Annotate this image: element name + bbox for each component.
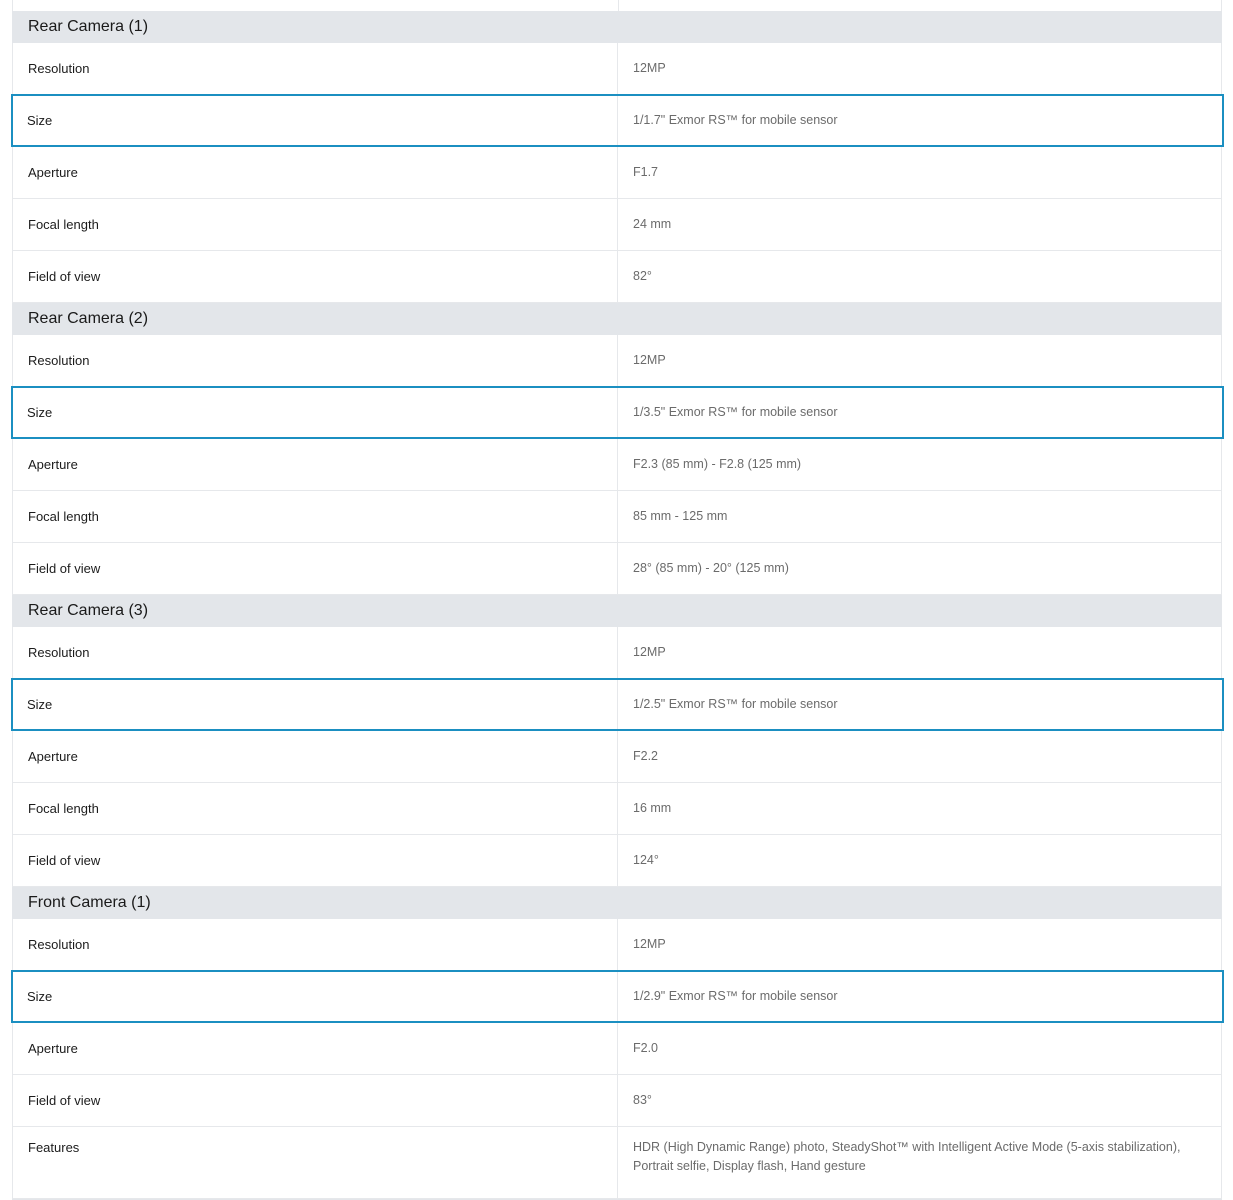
spec-label: Aperture [13, 1023, 618, 1074]
spec-label: Field of view [13, 835, 618, 886]
spec-row [12, 147, 1222, 199]
spec-row-highlighted [11, 94, 1224, 147]
spec-row [12, 251, 1222, 303]
spec-row [12, 627, 1222, 679]
spec-value: 12MP [633, 353, 666, 367]
spec-row-highlighted [11, 386, 1224, 439]
spec-row [12, 439, 1222, 491]
spec-label: Size [13, 96, 618, 145]
spec-value: F1.7 [633, 165, 659, 179]
spec-value: 1/3.5" Exmor RS™ for mobile sensor [633, 405, 838, 419]
spec-value: 12MP [633, 645, 666, 659]
spec-label: Focal length [13, 491, 618, 542]
spec-value: 85 mm - 125 mm [633, 509, 728, 523]
spec-value: F2.2 [633, 749, 659, 763]
spec-value: 82° [633, 269, 652, 283]
section-header: Front Camera (1) [12, 887, 1222, 919]
spec-label: Features [13, 1127, 618, 1198]
spec-label: Aperture [13, 731, 618, 782]
spec-label: Focal length [13, 783, 618, 834]
spec-row [12, 731, 1222, 783]
spec-value: HDR (High Dynamic Range) photo, SteadyShot™ with Intelligent Active Mode (5-axis stabilization), Portrait selfie, Display flash, Hand gesture [633, 1140, 1181, 1173]
camera-spec-table [12, 11, 1222, 1200]
spec-value: 28° (85 mm) - 20° (125 mm) [633, 561, 789, 575]
spec-label: Aperture [13, 147, 618, 198]
spec-value: 1/2.9" Exmor RS™ for mobile sensor [633, 989, 838, 1003]
section-header: Rear Camera (1) [12, 11, 1222, 43]
spec-label: Resolution [13, 627, 618, 678]
spec-row [12, 1075, 1222, 1127]
previous-row-remainder [12, 0, 1222, 11]
spec-value: 124° [633, 853, 659, 867]
spec-value: 16 mm [633, 801, 672, 815]
spec-value: 12MP [633, 937, 666, 951]
spec-row [12, 1127, 1222, 1199]
column-divider [618, 0, 619, 11]
section-header: Rear Camera (3) [12, 595, 1222, 627]
spec-row [12, 783, 1222, 835]
spec-row [12, 835, 1222, 887]
spec-row [12, 919, 1222, 971]
spec-value: 24 mm [633, 217, 672, 231]
spec-row [12, 1023, 1222, 1075]
spec-label: Size [13, 388, 618, 437]
spec-label: Resolution [13, 919, 618, 970]
spec-value: 1/1.7" Exmor RS™ for mobile sensor [633, 113, 838, 127]
spec-label: Field of view [13, 251, 618, 302]
spec-value: 1/2.5" Exmor RS™ for mobile sensor [633, 697, 838, 711]
spec-value: 83° [633, 1093, 652, 1107]
spec-label: Size [13, 972, 618, 1021]
spec-row-highlighted [11, 970, 1224, 1023]
spec-label: Resolution [13, 335, 618, 386]
spec-label: Aperture [13, 439, 618, 490]
spec-label: Resolution [13, 43, 618, 94]
section-header: Rear Camera (2) [12, 303, 1222, 335]
spec-value: F2.0 [633, 1041, 659, 1055]
spec-value: 12MP [633, 61, 666, 75]
spec-label: Focal length [13, 199, 618, 250]
spec-label: Size [13, 680, 618, 729]
spec-row [12, 543, 1222, 595]
spec-label: Field of view [13, 1075, 618, 1126]
spec-label: Field of view [13, 543, 618, 594]
spec-value: F2.3 (85 mm) - F2.8 (125 mm) [633, 457, 802, 471]
spec-row [12, 199, 1222, 251]
spec-row [12, 491, 1222, 543]
spec-row [12, 43, 1222, 95]
spec-row [12, 335, 1222, 387]
spec-row-highlighted [11, 678, 1224, 731]
